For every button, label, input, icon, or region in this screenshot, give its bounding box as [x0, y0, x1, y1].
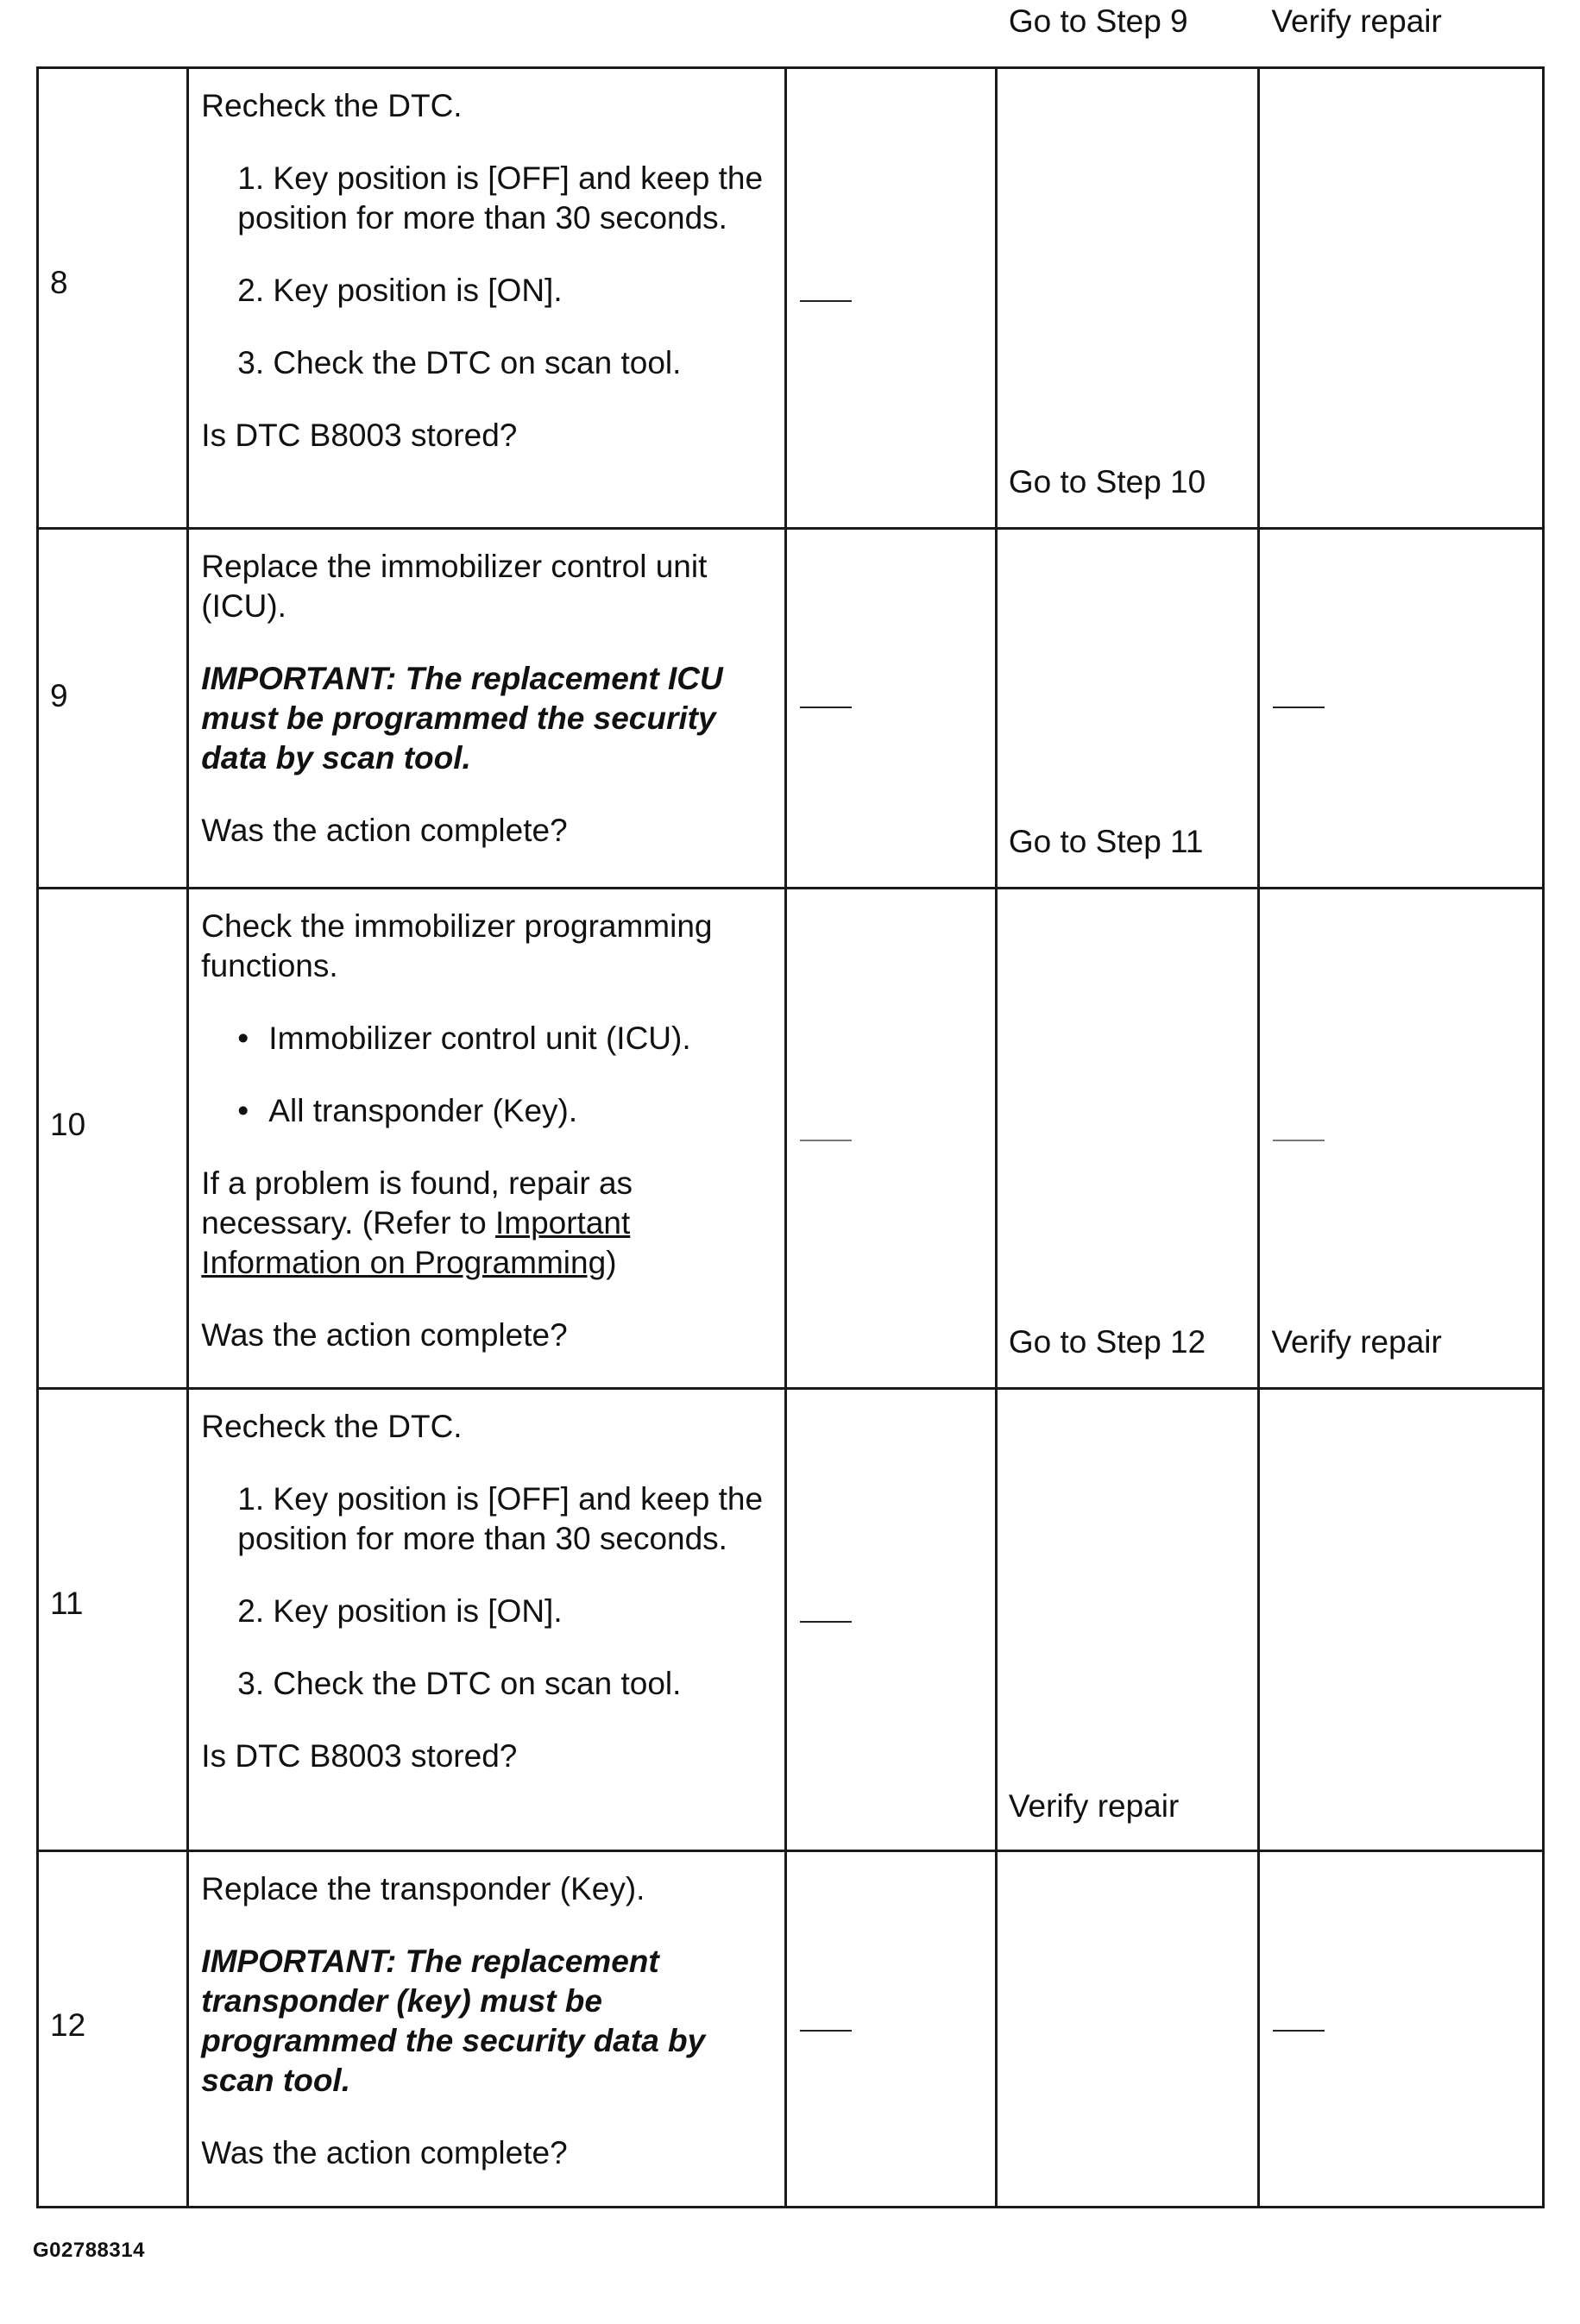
step-number: 10: [50, 1107, 86, 1142]
action-question: Was the action complete?: [201, 813, 568, 848]
step-cell: [38, 529, 188, 889]
action-intro: Replace the transponder (Key).: [201, 1871, 645, 1906]
yes-cell: [996, 1788, 1259, 2208]
action-item: 2. Key position is [ON].: [237, 273, 563, 308]
empty-result-dash: [1273, 707, 1325, 708]
action-intro: Check the immobilizer programming functions.: [201, 908, 713, 983]
important-note: IMPORTANT: The replacement ICU must be programmed the security data by scan tool.: [201, 661, 723, 776]
action-cell: [188, 1851, 786, 2208]
empty-result-dash: [1273, 1140, 1325, 1141]
action-question: Was the action complete?: [201, 1317, 568, 1353]
step-cell: [38, 889, 188, 1389]
value-cell: [786, 1851, 996, 2208]
programming-info-link[interactable]: Important Information on Programming: [201, 1205, 631, 1280]
action-item: 1. Key position is [OFF] and keep the position for more than 30 seconds.: [237, 160, 764, 236]
no-result: Verify repair: [1271, 1324, 1442, 1360]
step-number: 9: [50, 678, 68, 713]
yes-result: Go to Step 9: [1008, 3, 1188, 39]
value-cell: [786, 889, 996, 1389]
action-note: [201, 1164, 772, 1283]
table-row: [38, 889, 1544, 1389]
action-intro: Recheck the DTC.: [201, 88, 463, 123]
value-cell: [786, 1389, 996, 1851]
yes-cell: [996, 824, 1259, 1389]
value-cell: [786, 529, 996, 889]
action-item: 2. Key position is [ON].: [237, 1593, 563, 1629]
no-cell: [1259, 529, 1544, 889]
table-row: [38, 1389, 1544, 1851]
empty-value-dash: [800, 707, 852, 708]
no-cell: [1259, 1324, 1544, 1851]
empty-value-dash: [800, 1140, 852, 1141]
step-cell: [38, 1851, 188, 2208]
action-intro: Replace the immobilizer control unit (ICU).: [201, 549, 708, 624]
step-number: 12: [50, 2007, 86, 2043]
action-cell: [188, 68, 786, 529]
note-suffix: ): [606, 1245, 617, 1280]
yes-cell: [996, 3, 1259, 529]
action-cell: [188, 889, 786, 1389]
yes-cell: [996, 1324, 1259, 1851]
important-note: IMPORTANT: The replacement transponder (key) must be programmed the security data by scan tool.: [201, 1944, 706, 2098]
action-item: 1. Key position is [OFF] and keep the position for more than 30 seconds.: [237, 1481, 764, 1556]
no-result: Verify repair: [1271, 3, 1442, 39]
yes-result: Go to Step 11: [1008, 824, 1204, 859]
empty-result-dash: [1273, 2030, 1325, 2032]
step-number: 11: [50, 1586, 84, 1621]
empty-value-dash: [800, 300, 852, 302]
action-bullet: • Immobilizer control unit (ICU).: [237, 1019, 772, 1058]
table-row: [38, 1851, 1544, 2208]
action-bullet: • All transponder (Key).: [237, 1091, 772, 1131]
table-row: [38, 68, 1544, 529]
no-cell: [1259, 1851, 1544, 2208]
step-cell: [38, 68, 188, 529]
no-cell: [1259, 889, 1544, 1389]
step-cell: [38, 1389, 188, 1851]
action-intro: Recheck the DTC.: [201, 1409, 463, 1444]
empty-value-dash: [800, 1621, 852, 1623]
action-item: 3. Check the DTC on scan tool.: [237, 1666, 682, 1701]
table-row: [38, 529, 1544, 889]
empty-value-dash: [800, 2030, 852, 2032]
value-cell: [786, 68, 996, 529]
action-item: 3. Check the DTC on scan tool.: [237, 345, 682, 380]
diagnostic-table: [36, 3, 1545, 2208]
yes-result: Go to Step 12: [1008, 1324, 1206, 1360]
yes-result: Go to Step 10: [1008, 464, 1206, 499]
step-number: 8: [50, 265, 68, 300]
note-prefix: If a problem is found, repair as necessary. (Refer to: [201, 1165, 633, 1241]
action-question: Is DTC B8003 stored?: [201, 1738, 518, 1774]
figure-code: G02788314: [33, 2239, 145, 2262]
yes-result: Verify repair: [1008, 1788, 1180, 1824]
action-question: Is DTC B8003 stored?: [201, 418, 518, 453]
action-question: Was the action complete?: [201, 2135, 568, 2170]
action-cell: [188, 1389, 786, 1851]
action-cell: [188, 529, 786, 889]
no-cell: [1259, 3, 1544, 529]
